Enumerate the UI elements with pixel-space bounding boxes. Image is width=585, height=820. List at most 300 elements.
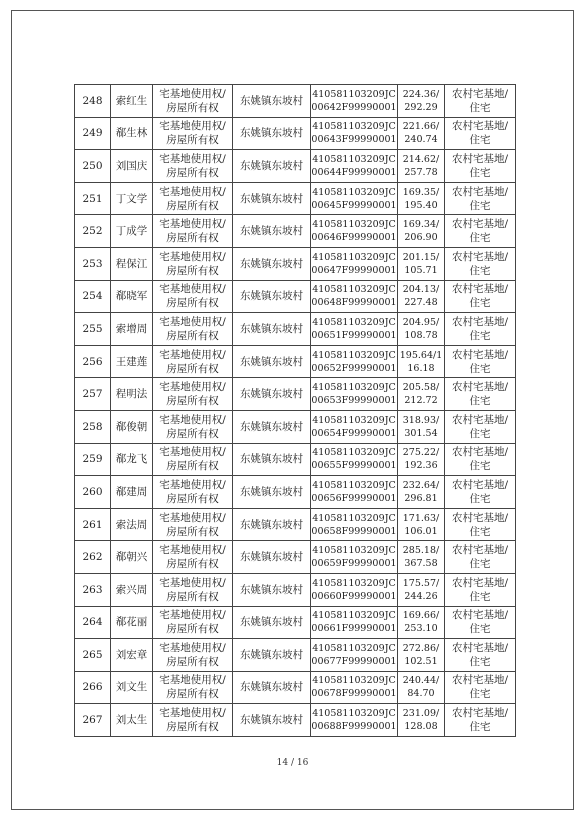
cell-location-text: 东姚镇东坡村: [240, 648, 303, 661]
cell-area-text: 272.86/: [402, 642, 440, 654]
cell-usage: [445, 280, 516, 313]
cell-unit-code-text: 00678F99990001: [311, 688, 397, 700]
cell-right-type-text: 房屋所有权: [166, 558, 219, 571]
cell-unit-code: [311, 410, 398, 443]
cell-location-text: 东姚镇东坡村: [240, 192, 303, 205]
cell-number: [75, 313, 111, 346]
cell-unit-code: [311, 215, 398, 248]
cell-number: [75, 85, 111, 118]
cell-number: [75, 182, 111, 215]
cell-unit-code: [311, 573, 398, 606]
cell-unit-code-text: 410581103209JC: [312, 186, 396, 198]
cell-owner-name-text: 索兴周: [115, 583, 148, 596]
cell-usage-text: 住宅: [469, 362, 491, 375]
cell-number: [75, 410, 111, 443]
cell-owner-name-text: 刘宏章: [115, 648, 148, 661]
cell-usage: [445, 182, 516, 215]
cell-usage-text: 住宅: [469, 134, 491, 147]
cell-right-type-text: 宅基地使用权/: [159, 120, 226, 133]
cell-right-type-text: 房屋所有权: [166, 655, 219, 668]
table-row: [75, 378, 516, 411]
cell-right-type-text: 宅基地使用权/: [159, 609, 226, 622]
cell-number-text: 257: [82, 388, 103, 401]
cell-location-text: 东姚镇东坡村: [240, 616, 303, 629]
cell-owner-name-text: 郗生林: [115, 127, 148, 140]
cell-location-text: 东姚镇东坡村: [240, 551, 303, 564]
cell-area-text: 212.72: [404, 395, 438, 407]
cell-location: [233, 313, 311, 346]
cell-area: [398, 378, 445, 411]
cell-right-type: [153, 182, 233, 215]
cell-usage-text: 农村宅基地/: [451, 250, 509, 263]
cell-location: [233, 215, 311, 248]
cell-right-type-text: 房屋所有权: [166, 590, 219, 603]
cell-area-text: 240.44/: [402, 675, 440, 687]
cell-owner-name-text: 郗花丽: [115, 616, 148, 629]
cell-right-type: [153, 671, 233, 704]
cell-area-text: 204.95/: [402, 316, 440, 328]
cell-unit-code-text: 00652F99990001: [311, 362, 397, 374]
cell-unit-code-text: 00677F99990001: [311, 655, 397, 667]
cell-area-text: 244.26: [404, 590, 438, 602]
cell-right-type-text: 宅基地使用权/: [159, 707, 226, 720]
cell-unit-code-text: 410581103209JC: [312, 675, 396, 687]
cell-right-type-text: 房屋所有权: [166, 395, 219, 408]
cell-location: [233, 345, 311, 378]
cell-usage-text: 住宅: [469, 590, 491, 603]
cell-unit-code-text: 00647F99990001: [311, 264, 397, 276]
cell-area: [398, 85, 445, 118]
cell-unit-code: [311, 443, 398, 476]
cell-location-text: 东姚镇东坡村: [240, 485, 303, 498]
land-rights-table: [74, 84, 516, 737]
cell-right-type-text: 宅基地使用权/: [159, 478, 226, 491]
cell-right-type-text: 宅基地使用权/: [159, 315, 226, 328]
cell-unit-code-text: 410581103209JC: [312, 316, 396, 328]
cell-unit-code: [311, 476, 398, 509]
cell-right-type-text: 房屋所有权: [166, 264, 219, 277]
cell-area: [398, 573, 445, 606]
cell-usage-text: 住宅: [469, 525, 491, 538]
cell-unit-code-text: 00645F99990001: [311, 199, 397, 211]
cell-unit-code-text: 00653F99990001: [311, 395, 397, 407]
cell-area-text: 108.78: [404, 329, 438, 341]
cell-number: [75, 671, 111, 704]
cell-right-type-text: 房屋所有权: [166, 623, 219, 636]
cell-number: [75, 345, 111, 378]
table-body: [75, 85, 516, 737]
cell-unit-code: [311, 85, 398, 118]
cell-number: [75, 215, 111, 248]
cell-owner-name: [111, 508, 153, 541]
cell-owner-name: [111, 85, 153, 118]
cell-right-type: [153, 378, 233, 411]
cell-unit-code-text: 410581103209JC: [312, 414, 396, 426]
cell-right-type: [153, 215, 233, 248]
cell-unit-code-text: 410581103209JC: [312, 642, 396, 654]
table-row: [75, 150, 516, 183]
cell-right-type-text: 房屋所有权: [166, 362, 219, 375]
cell-area-text: 253.10: [404, 623, 438, 635]
cell-right-type-text: 宅基地使用权/: [159, 544, 226, 557]
cell-area-text: 16.18: [407, 362, 435, 374]
cell-number: [75, 704, 111, 737]
cell-right-type-text: 房屋所有权: [166, 232, 219, 245]
cell-area-text: 227.48: [404, 297, 438, 309]
cell-right-type: [153, 85, 233, 118]
cell-usage: [445, 573, 516, 606]
cell-usage-text: 住宅: [469, 427, 491, 440]
cell-number: [75, 639, 111, 672]
cell-usage: [445, 704, 516, 737]
cell-usage-text: 农村宅基地/: [451, 315, 509, 328]
cell-owner-name-text: 郗俊朝: [115, 420, 148, 433]
cell-owner-name: [111, 182, 153, 215]
cell-usage-text: 住宅: [469, 721, 491, 734]
cell-area-text: 214.62/: [402, 153, 440, 165]
cell-number-text: 248: [82, 94, 103, 107]
cell-owner-name: [111, 573, 153, 606]
cell-unit-code: [311, 280, 398, 313]
cell-usage: [445, 508, 516, 541]
cell-usage-text: 农村宅基地/: [451, 707, 509, 720]
cell-area-text: 285.18/: [402, 545, 440, 557]
cell-location-text: 东姚镇东坡村: [240, 127, 303, 140]
cell-owner-name-text: 刘国庆: [115, 159, 148, 172]
cell-area: [398, 704, 445, 737]
cell-number-text: 258: [82, 420, 103, 433]
cell-number-text: 251: [82, 192, 103, 205]
cell-usage-text: 住宅: [469, 297, 491, 310]
cell-location-text: 东姚镇东坡村: [240, 388, 303, 401]
cell-unit-code: [311, 378, 398, 411]
cell-right-type-text: 宅基地使用权/: [159, 185, 226, 198]
cell-right-type: [153, 639, 233, 672]
cell-usage-text: 农村宅基地/: [451, 152, 509, 165]
cell-area-text: 318.93/: [402, 414, 440, 426]
cell-unit-code-text: 410581103209JC: [312, 121, 396, 133]
cell-unit-code: [311, 117, 398, 150]
cell-area: [398, 606, 445, 639]
cell-number-text: 260: [82, 485, 103, 498]
cell-number: [75, 247, 111, 280]
cell-unit-code: [311, 247, 398, 280]
cell-usage-text: 住宅: [469, 395, 491, 408]
cell-usage-text: 住宅: [469, 558, 491, 571]
cell-number-text: 253: [82, 257, 103, 270]
cell-right-type-text: 房屋所有权: [166, 199, 219, 212]
cell-usage-text: 农村宅基地/: [451, 185, 509, 198]
cell-location-text: 东姚镇东坡村: [240, 420, 303, 433]
cell-right-type: [153, 280, 233, 313]
cell-usage-text: 农村宅基地/: [451, 674, 509, 687]
cell-right-type-text: 房屋所有权: [166, 166, 219, 179]
table-row: [75, 671, 516, 704]
cell-area-text: 204.13/: [402, 284, 440, 296]
cell-location-text: 东姚镇东坡村: [240, 714, 303, 727]
cell-right-type: [153, 117, 233, 150]
cell-number-text: 249: [82, 127, 103, 140]
cell-location: [233, 247, 311, 280]
cell-usage-text: 住宅: [469, 264, 491, 277]
cell-location: [233, 476, 311, 509]
cell-right-type-text: 宅基地使用权/: [159, 576, 226, 589]
cell-owner-name-text: 程保江: [115, 257, 148, 270]
cell-location-text: 东姚镇东坡村: [240, 290, 303, 303]
cell-right-type-text: 房屋所有权: [166, 427, 219, 440]
cell-usage-text: 住宅: [469, 329, 491, 342]
cell-right-type-text: 房屋所有权: [166, 329, 219, 342]
cell-owner-name-text: 王建莲: [115, 355, 148, 368]
cell-usage-text: 农村宅基地/: [451, 641, 509, 654]
cell-unit-code: [311, 541, 398, 574]
cell-usage-text: 住宅: [469, 199, 491, 212]
cell-right-type: [153, 313, 233, 346]
cell-unit-code-text: 00660F99990001: [311, 590, 397, 602]
cell-right-type-text: 房屋所有权: [166, 101, 219, 114]
cell-location: [233, 541, 311, 574]
cell-owner-name-text: 丁文学: [115, 192, 148, 205]
cell-location: [233, 508, 311, 541]
cell-owner-name: [111, 215, 153, 248]
cell-right-type-text: 房屋所有权: [166, 492, 219, 505]
cell-right-type: [153, 704, 233, 737]
cell-area: [398, 476, 445, 509]
cell-number: [75, 378, 111, 411]
cell-location-text: 东姚镇东坡村: [240, 453, 303, 466]
cell-number-text: 264: [82, 616, 103, 629]
cell-unit-code: [311, 606, 398, 639]
cell-location-text: 东姚镇东坡村: [240, 257, 303, 270]
cell-number-text: 256: [82, 355, 103, 368]
cell-owner-name-text: 程明法: [115, 388, 148, 401]
cell-owner-name: [111, 280, 153, 313]
cell-owner-name: [111, 606, 153, 639]
cell-area-text: 221.66/: [402, 121, 440, 133]
cell-area: [398, 443, 445, 476]
cell-usage-text: 住宅: [469, 166, 491, 179]
cell-location: [233, 117, 311, 150]
cell-location: [233, 606, 311, 639]
cell-area-text: 102.51: [404, 655, 438, 667]
cell-usage: [445, 476, 516, 509]
cell-number: [75, 117, 111, 150]
cell-unit-code-text: 00654F99990001: [311, 427, 397, 439]
cell-right-type: [153, 541, 233, 574]
cell-area-text: 106.01: [404, 525, 438, 537]
cell-owner-name: [111, 117, 153, 150]
cell-usage-text: 农村宅基地/: [451, 544, 509, 557]
cell-right-type: [153, 410, 233, 443]
cell-unit-code-text: 410581103209JC: [312, 708, 396, 720]
cell-usage-text: 住宅: [469, 688, 491, 701]
cell-owner-name-text: 索红生: [115, 94, 148, 107]
cell-owner-name: [111, 410, 153, 443]
cell-area: [398, 117, 445, 150]
cell-usage: [445, 150, 516, 183]
cell-owner-name: [111, 247, 153, 280]
table-row: [75, 606, 516, 639]
cell-owner-name-text: 郗朝兴: [115, 551, 148, 564]
cell-location-text: 东姚镇东坡村: [240, 355, 303, 368]
cell-location-text: 东姚镇东坡村: [240, 94, 303, 107]
cell-location: [233, 573, 311, 606]
cell-owner-name: [111, 313, 153, 346]
cell-unit-code: [311, 639, 398, 672]
cell-area: [398, 280, 445, 313]
cell-area-text: 224.36/: [402, 88, 440, 100]
cell-area-text: 175.57/: [402, 577, 440, 589]
cell-usage-text: 农村宅基地/: [451, 413, 509, 426]
cell-owner-name-text: 郗建周: [115, 485, 148, 498]
cell-usage: [445, 117, 516, 150]
cell-number-text: 252: [82, 225, 103, 238]
cell-number-text: 267: [82, 714, 103, 727]
cell-number-text: 250: [82, 159, 103, 172]
cell-owner-name: [111, 150, 153, 183]
cell-usage-text: 农村宅基地/: [451, 218, 509, 231]
cell-number-text: 265: [82, 648, 103, 661]
cell-unit-code-text: 410581103209JC: [312, 382, 396, 394]
table-row: [75, 508, 516, 541]
cell-usage-text: 农村宅基地/: [451, 511, 509, 524]
cell-usage: [445, 85, 516, 118]
table-row: [75, 280, 516, 313]
cell-area-text: 195.64/1: [399, 349, 443, 361]
cell-usage-text: 农村宅基地/: [451, 348, 509, 361]
cell-right-type-text: 宅基地使用权/: [159, 87, 226, 100]
cell-owner-name-text: 郗龙飞: [115, 453, 148, 466]
cell-area: [398, 639, 445, 672]
table-row: [75, 215, 516, 248]
cell-area-text: 367.58: [404, 558, 438, 570]
cell-usage: [445, 410, 516, 443]
cell-area-text: 169.34/: [402, 219, 440, 231]
cell-usage-text: 住宅: [469, 232, 491, 245]
cell-area: [398, 508, 445, 541]
cell-right-type: [153, 476, 233, 509]
cell-usage-text: 农村宅基地/: [451, 120, 509, 133]
cell-number: [75, 443, 111, 476]
cell-number-text: 261: [82, 518, 103, 531]
table-row: [75, 541, 516, 574]
cell-unit-code-text: 410581103209JC: [312, 479, 396, 491]
cell-area-text: 205.58/: [402, 382, 440, 394]
cell-right-type-text: 房屋所有权: [166, 721, 219, 734]
cell-area-text: 195.40: [404, 199, 438, 211]
cell-location-text: 东姚镇东坡村: [240, 225, 303, 238]
cell-area-text: 296.81: [404, 492, 438, 504]
cell-right-type: [153, 508, 233, 541]
cell-area: [398, 345, 445, 378]
cell-usage: [445, 378, 516, 411]
cell-owner-name: [111, 704, 153, 737]
cell-area: [398, 150, 445, 183]
table-row: [75, 573, 516, 606]
cell-area: [398, 541, 445, 574]
table-row: [75, 85, 516, 118]
cell-usage-text: 农村宅基地/: [451, 381, 509, 394]
cell-number: [75, 573, 111, 606]
cell-location: [233, 671, 311, 704]
cell-usage: [445, 639, 516, 672]
table-row: [75, 182, 516, 215]
cell-area: [398, 671, 445, 704]
table-row: [75, 410, 516, 443]
cell-unit-code-text: 410581103209JC: [312, 251, 396, 263]
cell-area-text: 232.64/: [402, 479, 440, 491]
cell-area: [398, 410, 445, 443]
cell-location: [233, 182, 311, 215]
cell-location-text: 东姚镇东坡村: [240, 681, 303, 694]
cell-area: [398, 215, 445, 248]
cell-usage-text: 住宅: [469, 101, 491, 114]
cell-area-text: 192.36: [404, 460, 438, 472]
cell-right-type-text: 宅基地使用权/: [159, 152, 226, 165]
cell-unit-code-text: 410581103209JC: [312, 577, 396, 589]
cell-area: [398, 313, 445, 346]
cell-unit-code-text: 00643F99990001: [311, 134, 397, 146]
cell-number: [75, 541, 111, 574]
cell-number: [75, 150, 111, 183]
cell-area-text: 240.74: [404, 134, 438, 146]
cell-location: [233, 410, 311, 443]
cell-location-text: 东姚镇东坡村: [240, 322, 303, 335]
cell-right-type-text: 宅基地使用权/: [159, 250, 226, 263]
cell-area-text: 201.15/: [402, 251, 440, 263]
cell-right-type-text: 房屋所有权: [166, 297, 219, 310]
cell-location: [233, 150, 311, 183]
cell-right-type-text: 宅基地使用权/: [159, 674, 226, 687]
cell-location: [233, 704, 311, 737]
cell-owner-name: [111, 541, 153, 574]
cell-unit-code-text: 410581103209JC: [312, 88, 396, 100]
cell-right-type-text: 房屋所有权: [166, 460, 219, 473]
cell-area-text: 171.63/: [402, 512, 440, 524]
cell-usage-text: 农村宅基地/: [451, 576, 509, 589]
cell-unit-code: [311, 313, 398, 346]
cell-number-text: 262: [82, 551, 103, 564]
cell-usage-text: 农村宅基地/: [451, 446, 509, 459]
cell-location-text: 东姚镇东坡村: [240, 518, 303, 531]
cell-unit-code-text: 00651F99990001: [311, 329, 397, 341]
cell-owner-name-text: 丁成学: [115, 225, 148, 238]
cell-unit-code-text: 00656F99990001: [311, 492, 397, 504]
cell-right-type-text: 宅基地使用权/: [159, 511, 226, 524]
cell-usage-text: 住宅: [469, 623, 491, 636]
cell-owner-name: [111, 443, 153, 476]
cell-unit-code-text: 00688F99990001: [311, 721, 397, 733]
cell-owner-name: [111, 639, 153, 672]
cell-unit-code-text: 410581103209JC: [312, 610, 396, 622]
cell-usage-text: 住宅: [469, 655, 491, 668]
cell-usage: [445, 443, 516, 476]
cell-right-type: [153, 443, 233, 476]
cell-area-text: 292.29: [404, 101, 438, 113]
cell-unit-code-text: 00642F99990001: [311, 101, 397, 113]
cell-usage: [445, 606, 516, 639]
cell-usage: [445, 345, 516, 378]
cell-right-type: [153, 247, 233, 280]
cell-usage: [445, 313, 516, 346]
cell-area: [398, 247, 445, 280]
cell-right-type-text: 宅基地使用权/: [159, 348, 226, 361]
cell-owner-name-text: 刘太生: [115, 714, 148, 727]
cell-number: [75, 280, 111, 313]
cell-area-text: 257.78: [404, 166, 438, 178]
cell-right-type: [153, 606, 233, 639]
cell-area-text: 105.71: [404, 264, 438, 276]
